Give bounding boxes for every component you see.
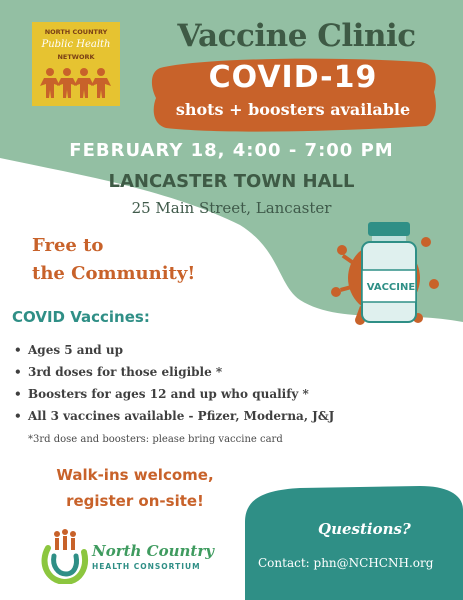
- page-title: Vaccine Clinic: [177, 18, 416, 54]
- event-address: 25 Main Street, Lancaster: [131, 199, 332, 217]
- consortium-name: North Country: [92, 542, 214, 560]
- logo-line-1: NORTH COUNTRY: [44, 28, 108, 36]
- free-line-1: Free to: [32, 235, 104, 256]
- list-item-text: Boosters for ages 12 and up who qualify *: [28, 387, 309, 401]
- logo-line-3: NETWORK: [57, 53, 95, 61]
- bullet-icon: •: [14, 343, 22, 357]
- list-item-text: 3rd doses for those eligible *: [28, 365, 223, 379]
- questions-heading: Questions?: [318, 520, 411, 538]
- event-date: FEBRUARY 18, 4:00 - 7:00 PM: [69, 140, 394, 161]
- vaccine-card-note: *3rd dose and boosters: please bring vaccine card: [28, 434, 283, 445]
- banner-headline: COVID-19: [208, 60, 378, 95]
- logo-line-2: Public Health: [41, 39, 111, 50]
- event-venue: LANCASTER TOWN HALL: [108, 171, 355, 192]
- free-line-2: the Community!: [32, 263, 196, 284]
- banner-subline: shots + boosters available: [175, 100, 411, 119]
- walkins-line-1: Walk-ins welcome,: [56, 466, 214, 484]
- walkins-line-2: register on-site!: [66, 492, 204, 510]
- list-item-text: All 3 vaccines available - Pfizer, Moderna, J&J: [28, 409, 335, 423]
- bullet-icon: •: [14, 387, 22, 401]
- contact-email: Contact: phn@NCHCNH.org: [258, 556, 434, 570]
- list-item-text: Ages 5 and up: [28, 343, 123, 357]
- bullet-icon: •: [14, 365, 22, 379]
- bullet-icon: •: [14, 409, 22, 423]
- vaccine-label: VACCINE: [366, 282, 416, 293]
- consortium-subtitle: HEALTH CONSORTIUM: [92, 562, 201, 571]
- vaccines-heading: COVID Vaccines:: [12, 308, 150, 326]
